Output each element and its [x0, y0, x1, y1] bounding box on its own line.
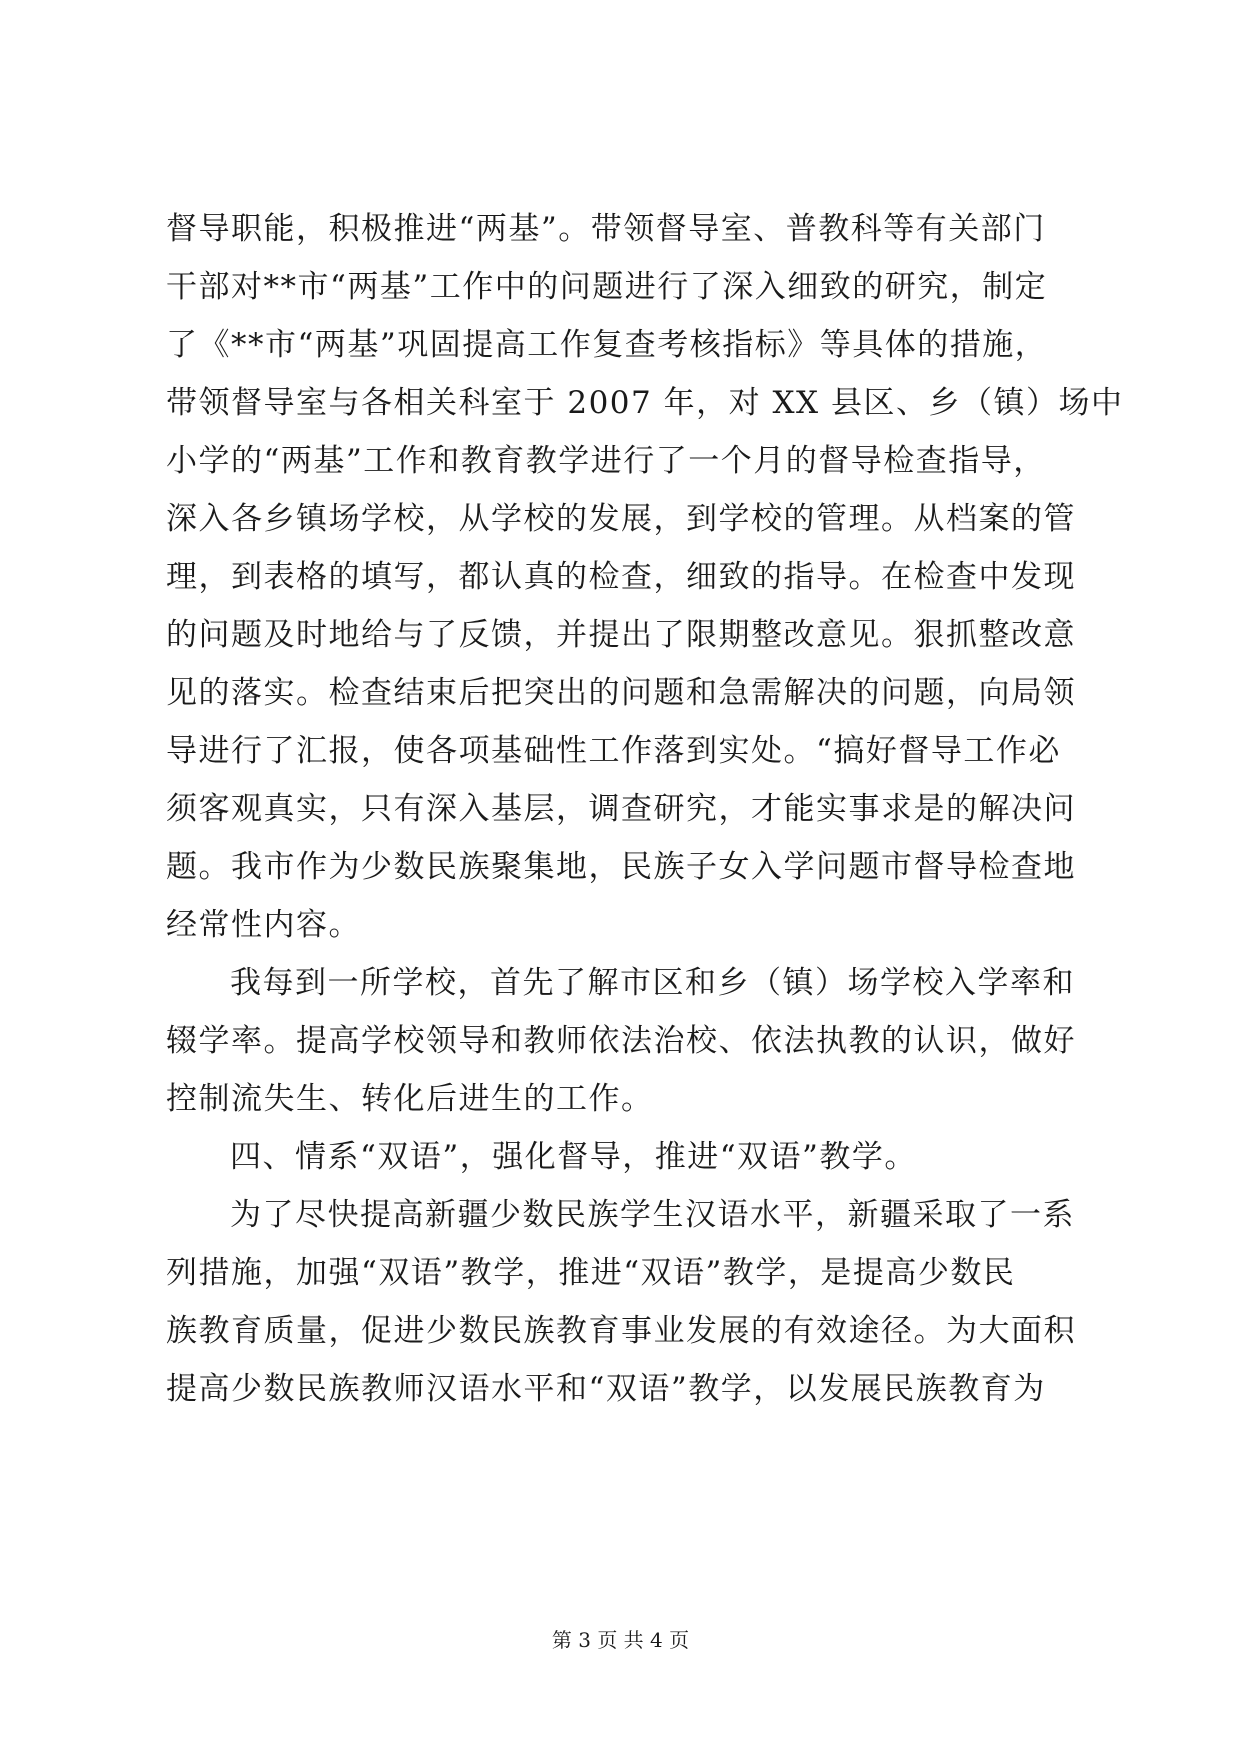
- text-line: 辍学率。提高学校领导和教师依法治校、依法执教的认识，做好: [166, 1023, 1076, 1059]
- paragraph-start-line: 为了尽快提高新疆少数民族学生汉语水平，新疆采取了一系: [230, 1197, 1075, 1233]
- text-line: 小学的“两基”工作和教育教学进行了一个月的督导检查指导，: [166, 443, 1046, 479]
- text-line: 族教育质量，促进少数民族教育事业发展的有效途径。为大面积: [166, 1313, 1076, 1349]
- page-footer: 第 3 页 共 4 页: [551, 1628, 690, 1652]
- paragraph-start-line: 我每到一所学校，首先了解市区和乡（镇）场学校入学率和: [230, 965, 1075, 1001]
- section-heading: 四、情系“双语”，强化督导，推进“双语”教学。: [230, 1139, 917, 1175]
- text-line: 控制流失生、转化后进生的工作。: [166, 1081, 654, 1117]
- text-line: 干部对**市“两基”工作中的问题进行了深入细致的研究，制定: [166, 269, 1048, 305]
- text-line: 了《**市“两基”巩固提高工作复查考核指标》等具体的措施，: [166, 327, 1048, 363]
- document-body: [166, 200, 1124, 1418]
- text-line: 列措施，加强“双语”教学，推进“双语”教学，是提高少数民: [166, 1255, 1016, 1291]
- text-line: 须客观真实，只有深入基层，调查研究，才能实事求是的解决问: [166, 791, 1076, 827]
- text-line: 带领督导室与各相关科室于 2007 年，对 XX 县区、乡（镇）场中: [166, 385, 1124, 421]
- text-line: 题。我市作为少数民族聚集地，民族子女入学问题市督导检查地: [166, 849, 1076, 885]
- text-line: 经常性内容。: [166, 907, 361, 943]
- text-line: 导进行了汇报，使各项基础性工作落到实处。“搞好督导工作必: [166, 733, 1061, 769]
- text-line: 深入各乡镇场学校，从学校的发展，到学校的管理。从档案的管: [166, 501, 1076, 537]
- text-line: 见的落实。检查结束后把突出的问题和急需解决的问题，向局领: [166, 675, 1076, 711]
- text-line: 的问题及时地给与了反馈，并提出了限期整改意见。狠抓整改意: [166, 617, 1076, 653]
- text-line: 督导职能，积极推进“两基”。带领督导室、普教科等有关部门: [166, 211, 1046, 247]
- text-line: 理，到表格的填写，都认真的检查，细致的指导。在检查中发现: [166, 559, 1076, 595]
- text-line: 提高少数民族教师汉语水平和“双语”教学，以发展民族教育为: [166, 1371, 1046, 1407]
